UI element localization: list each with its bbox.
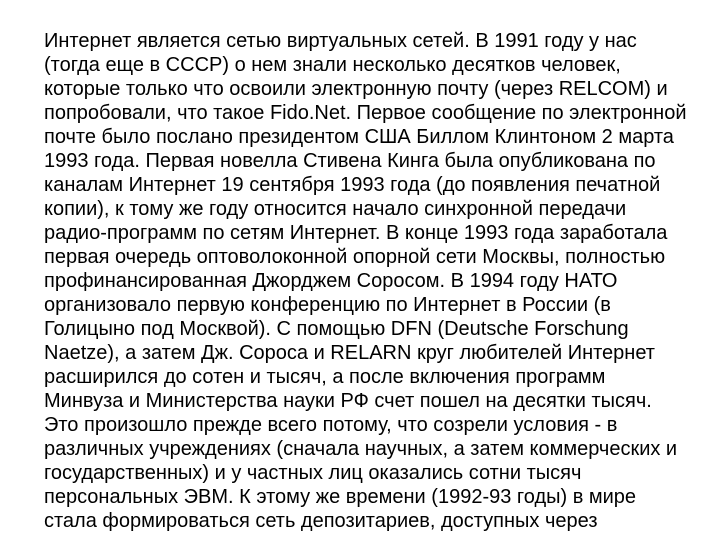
text-line: радио-программ по сетям Интернет. В конце 1993 года заработала bbox=[44, 222, 668, 244]
text-line: первая очередь оптоволоконной опорной сети Москвы, полностью bbox=[44, 246, 666, 268]
text-line: государственных) и у частных лиц оказались сотни тысяч bbox=[44, 462, 582, 484]
text-line: попробовали, что такое Fido.Net. Первое сообщение по электронной bbox=[44, 102, 687, 124]
text-line: Минвуза и Министерства науки РФ счет пошел на десятки тысяч. bbox=[44, 390, 652, 412]
text-line: организовало первую конференцию по Интернет в России (в bbox=[44, 294, 611, 316]
text-line: профинансированная Джорджем Соросом. В 1994 году НАТО bbox=[44, 270, 618, 292]
text-line: стала формироваться сеть депозитариев, доступных через bbox=[44, 510, 598, 532]
text-line: Это произошло прежде всего потому, что созрели условия - в bbox=[44, 414, 618, 436]
text-line: Голицыно под Москвой). С помощью DFN (Deutsche Forschung bbox=[44, 318, 629, 340]
text-line: каналам Интернет 19 сентября 1993 года (до появления печатной bbox=[44, 174, 661, 196]
text-line: копии), к тому же году относится начало синхронной передачи bbox=[44, 198, 627, 220]
body-paragraph bbox=[44, 29, 704, 533]
text-line: (тогда еще в СССР) о нем знали несколько десятков человек, bbox=[44, 54, 621, 76]
text-line: персональных ЭВМ. К этому же времени (1992-93 годы) в мире bbox=[44, 486, 637, 508]
text-line: расширился до сотен и тысяч, а после включения программ bbox=[44, 366, 606, 388]
text-line: Naetze), а затем Дж. Сороса и RELARN круг любителей Интернет bbox=[44, 342, 655, 364]
text-line: различных учреждениях (сначала научных, а затем коммерческих и bbox=[44, 438, 678, 460]
text-line: которые только что освоили электронную почту (через RELCOM) и bbox=[44, 78, 668, 100]
text-line: 1993 года. Первая новелла Стивена Кинга была опубликована по bbox=[44, 150, 656, 172]
text-line: Интернет является сетью виртуальных сетей. В 1991 году у нас bbox=[44, 30, 637, 52]
text-line: почте было послано президентом США Биллом Клинтоном 2 марта bbox=[44, 126, 674, 148]
